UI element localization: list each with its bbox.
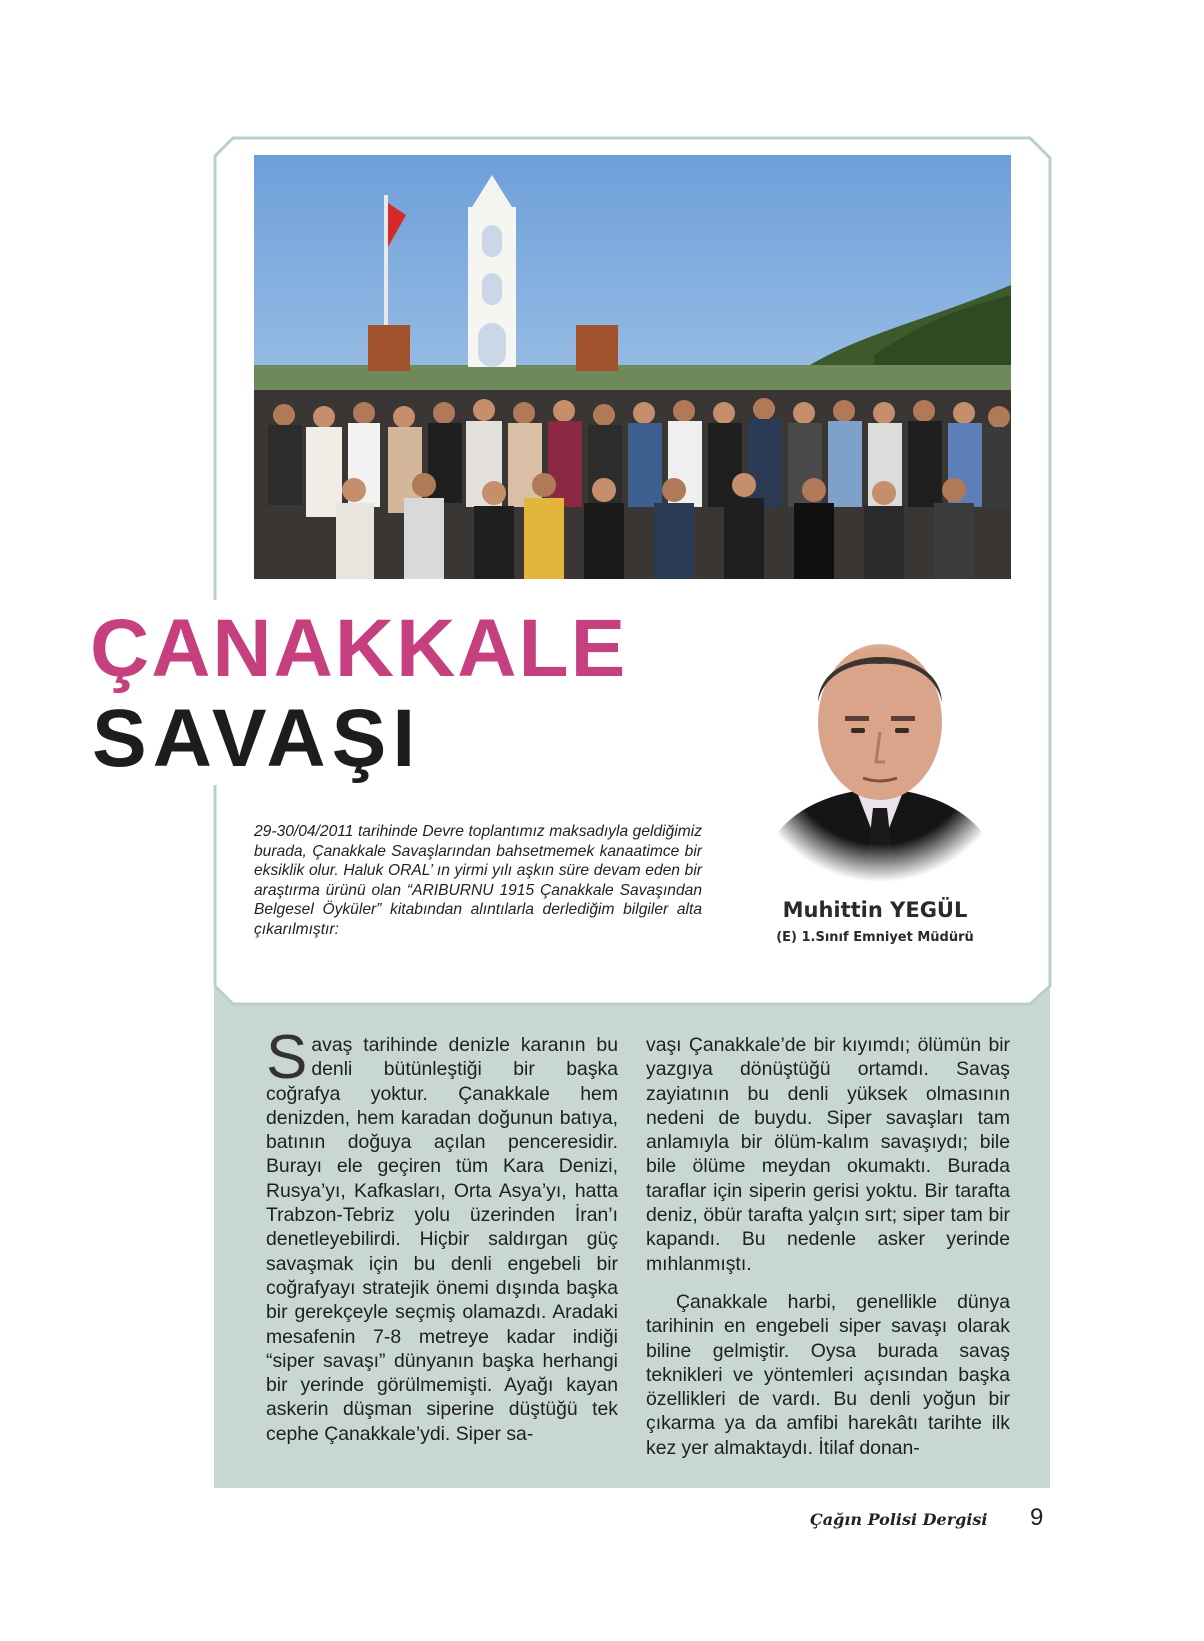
author-name: Muhittin YEGÜL [782, 898, 968, 922]
memorial-group-photo [254, 155, 1011, 579]
body-column-2 [646, 1033, 1010, 1460]
magazine-name: Çağın Polisi Dergisi [810, 1510, 988, 1529]
body-paragraph: avaş tarihinde denizle karanın bu denli bütünleştiği bir başka coğrafya yoktur. Çanakkale hem denizden, hem karadan doğunun batıya, batının doğuya açılan penceresidir. Burayı ele geçiren tüm Kara Denizi, Rusya’yı, Kafkasları, Orta Asya’yı, hatta Trabzon-Tebriz yolu üzerinden İran’ı denetleyebilirdi. Hiçbir saldırgan güç savaşmak için bu denli engebeli bir coğrafyayı stratejik önemi dışında başka bir gerekçeyle seçmiş olamazdı. Aradaki mesafenin 7-8 metreye kadar indiği “siper savaşı” dünyanın başka herhangi bir yerinde görülmemişti. Ayağı kayan askerin düşman siperine düştüğü tek cephe Çanakkale’ydi. Siper sa- [266, 1034, 618, 1445]
article-title-line1: ÇANAKKALE [90, 603, 628, 694]
author-portrait [745, 612, 1015, 882]
body-paragraph: Çanakkale harbi, genellikle dünya tarihinin en engebeli siper savaşı olarak biline gelmiştir. Oysa burada savaş teknikleri ve yöntemleri açısından başka özellikleri de vardı. Bu denli yoğun bir çıkarma ya da amfibi harekâtı tarihte ilk kez yer almaktaydı. İtilaf donan- [646, 1290, 1010, 1459]
body-column-1 [266, 1023, 618, 1446]
page-number: 9 [1030, 1504, 1044, 1531]
drop-cap: S [266, 1023, 308, 1092]
body-paragraph: vaşı Çanakkale’de bir kıyımdı; ölümün bir yazgıya dönüştüğü ortamdı. Savaş zayiatının bu denli yüksek olmasının nedeni de buydu. Siper savaşları tam anlamıyla bir ölüm-kalım savaşıydı; bile bile ölüme meydan okumaktı. Burada taraflar için siperin gerisi yoktu. Bir tarafta deniz, öbür tarafta yalçın sırt; siper tam bir kapandı. Bu nedenle asker yerinde mıhlanmıştı. [646, 1034, 1010, 1275]
author-title: (E) 1.Sınıf Emniyet Müdürü [776, 930, 974, 945]
intro-paragraph: 29-30/04/2011 tarihinde Devre toplantımız maksadıyla geldiğimiz burada, Çanakkale Savaşlarından bahsetmemek kanaatimce bir eksiklik olur. Haluk ORAL’ ın yirmi yılı aşkın süre devam eden bir araştırma ürünü olan “ARIBURNU 1915 Çanakkale Savaşından Belgesel Öyküler” kitabından alıntılarla derlediğim bilgiler alta çıkarılmıştır: [254, 823, 702, 938]
article-title-line2: SAVAŞI [92, 693, 422, 784]
